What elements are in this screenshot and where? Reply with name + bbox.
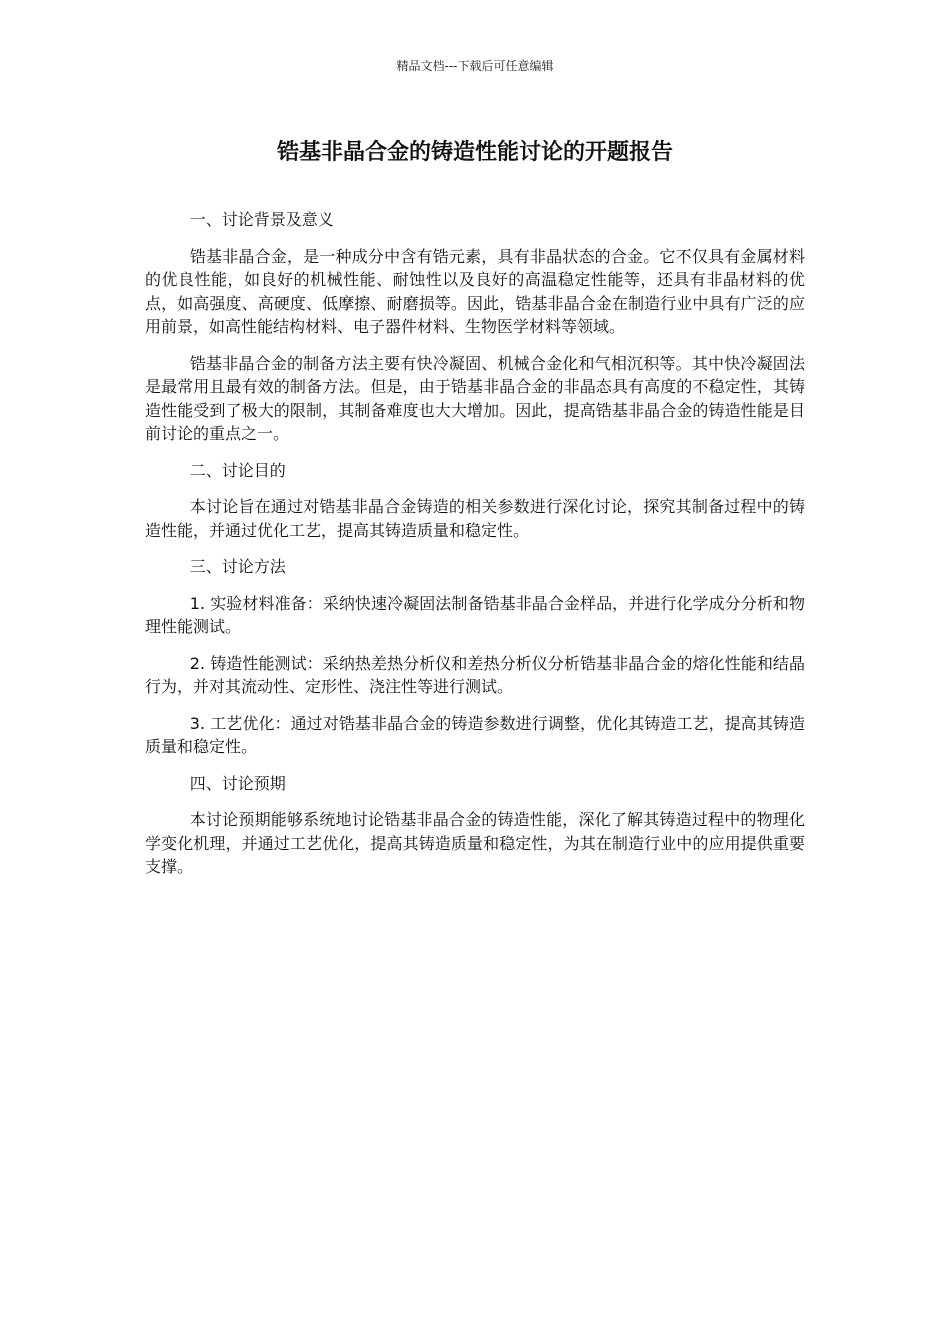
document-body [145, 208, 805, 892]
paragraph: 锆基非晶合金的制备方法主要有快冷凝固、机械合金化和气相沉积等。其中快冷凝固法是最常用且最有效的制备方法。但是，由于锆基非晶合金的非晶态具有高度的不稳定性，其铸造性能受到了极大的限制，其制备难度也大大增加。因此，提高锆基非晶合金的铸造性能是目前讨论的重点之一。 [145, 353, 805, 443]
paragraph: 本讨论旨在通过对锆基非晶合金铸造的相关参数进行深化讨论，探究其制备过程中的铸造性能，并通过优化工艺，提高其铸造质量和稳定性。 [145, 497, 805, 540]
paragraph: 1. 实验材料准备：采纳快速冷凝固法制备锆基非晶合金样品，并进行化学成分分析和物理性能测试。 [145, 593, 805, 636]
paragraph: 2. 铸造性能测试：采纳热差热分析仪和差热分析仪分析锆基非晶合金的熔化性能和结晶行为，并对其流动性、定形性、浇注性等进行测试。 [145, 653, 805, 696]
section-heading-purpose: 二、讨论目的 [189, 460, 286, 480]
paragraph: 3. 工艺优化：通过对锆基非晶合金的铸造参数进行调整，优化其铸造工艺，提高其铸造质量和稳定性。 [145, 713, 805, 756]
header-note: 精品文档---下载后可任意编辑 [396, 59, 554, 73]
section-heading-expectations: 四、讨论预期 [189, 773, 286, 793]
section-heading-background: 一、讨论背景及意义 [189, 210, 334, 229]
paragraph: 本讨论预期能够系统地讨论锆基非晶合金的铸造性能，深化了解其铸造过程中的物理化学变化机理，并通过工艺优化，提高其铸造质量和稳定性，为其在制造行业中的应用提供重要支撑。 [145, 810, 805, 876]
paragraph: 锆基非晶合金，是一种成分中含有锆元素，具有非晶状态的合金。它不仅具有金属材料的优良性能，如良好的机械性能、耐蚀性以及良好的高温稳定性能等，还具有非晶材料的优点，如高强度、高硬度、低摩擦、耐磨损等。因此，锆基非晶合金在制造行业中具有广泛的应用前景，如高性能结构材料、电子器件材料、生物医学材料等领域。 [145, 246, 805, 336]
section-heading-methods: 三、讨论方法 [189, 557, 286, 576]
document-title: 锆基非晶合金的铸造性能讨论的开题报告 [276, 140, 673, 165]
